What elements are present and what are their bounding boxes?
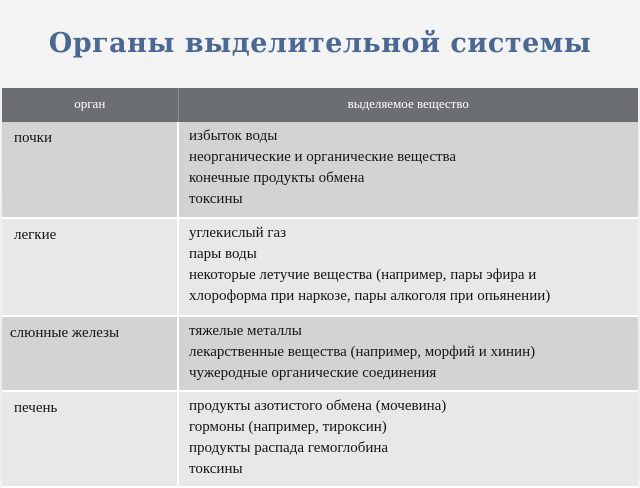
substance-item: конечные продукты обмена (189, 170, 365, 186)
substance-cell (178, 218, 638, 316)
substance-item: избыток воды (189, 128, 278, 144)
substance-item: тяжелые металлы (189, 323, 302, 339)
header-organ: орган (2, 88, 178, 122)
substance-item: неорганические и органические вещества (189, 149, 457, 165)
organ-cell (2, 122, 178, 218)
organ-name: слюнные железы (10, 325, 120, 341)
substance-item: углекислый газ (189, 225, 287, 241)
substance-item: продукты азотистого обмена (мочевина) (189, 398, 447, 414)
substance-item: некоторые летучие вещества (например, пары эфира и (189, 267, 537, 283)
header-substance: выделяемое вещество (178, 88, 638, 122)
organ-cell (2, 391, 178, 487)
table-row (2, 122, 638, 218)
table-row (2, 218, 638, 316)
substance-item: продукты распада гемоглобина (189, 440, 389, 456)
substance-cell (178, 391, 638, 487)
substance-cell (178, 122, 638, 218)
substance-item: токсины (189, 461, 243, 477)
organ-cell (2, 218, 178, 316)
table-header-row (2, 88, 638, 122)
organ-cell (2, 316, 178, 391)
organ-name: печень (14, 400, 58, 416)
excretory-organs-table (2, 88, 638, 488)
substance-item: лекарственные вещества (например, морфий и хинин) (189, 344, 536, 360)
substance-item: хлороформа при наркозе, пары алкоголя при опьянении) (189, 288, 551, 304)
substance-item: гормоны (например, тироксин) (189, 419, 387, 435)
substance-item: пары воды (189, 246, 257, 262)
table-row (2, 316, 638, 391)
organ-name: легкие (14, 227, 57, 243)
substance-cell (178, 316, 638, 391)
substance-item: чужеродные органические соединения (189, 365, 437, 381)
table-row (2, 391, 638, 487)
substance-item: токсины (189, 191, 243, 207)
slide-title: Органы выделительной системы (48, 28, 592, 59)
organ-name: почки (14, 130, 52, 146)
